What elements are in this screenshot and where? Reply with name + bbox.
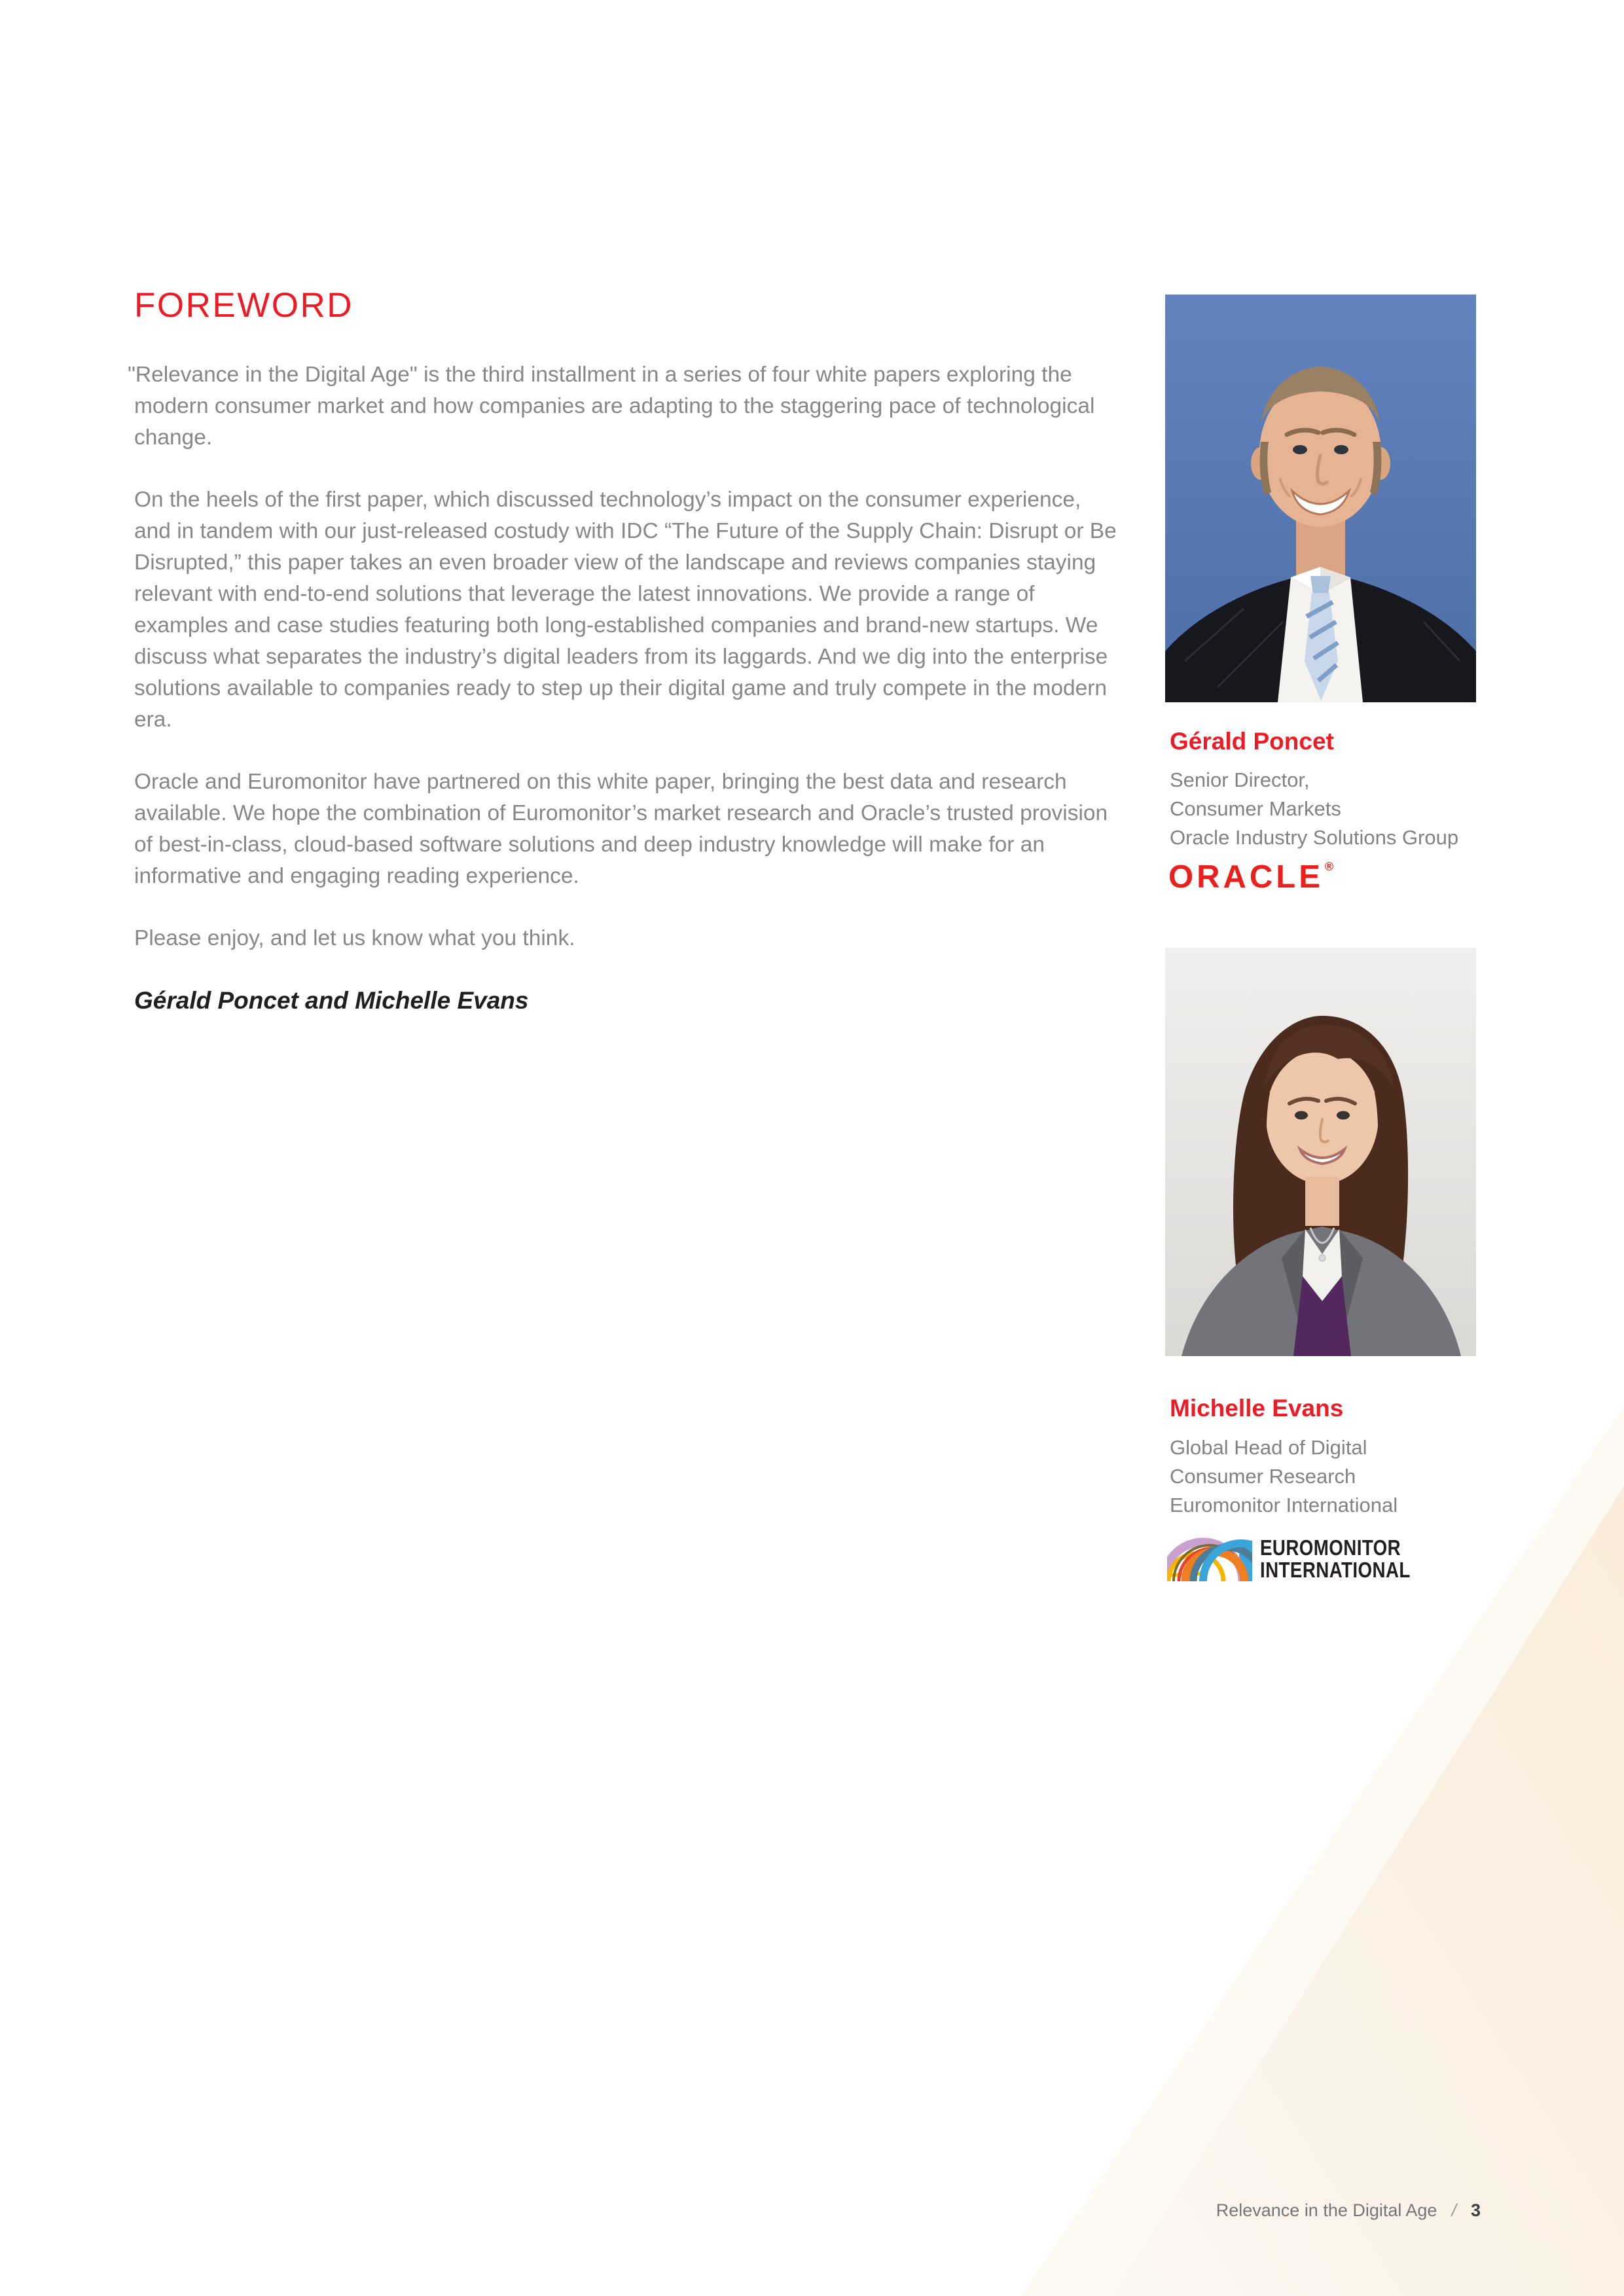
footer-page-number: 3 [1470,2200,1481,2220]
euromonitor-logo [1167,1537,1439,1581]
page-title: FOREWORD [134,286,354,325]
oracle-logo-text: ORACLE [1168,859,1324,895]
author-title-line: Consumer Markets [1170,797,1341,820]
foreword-paragraph-2: On the heels of the first paper, which discussed technology’s impact on the consumer experience, and in tandem with our just-released costudy with IDC “The Future of the Supply Chain: Disrupt or Be Disrupted,” this paper takes an even broader view of the landscape and reviews companies staying relevant with end-to-end solutions that leverage the latest innovations. We provide a range of examples and case studies featuring both long-established companies and brand-new startups. We discuss what separates the industry’s digital leaders from its laggards. And we dig into the enterprise solutions available to companies ready to step up their digital game and truly compete in the modern era. [134,488,1117,732]
author-title-line: Global Head of Digital [1170,1436,1367,1459]
author-title-line: Euromonitor International [1170,1494,1398,1516]
author-name-gerald: Gérald Poncet [1170,728,1334,755]
euromonitor-logo-line: INTERNATIONAL [1260,1558,1411,1582]
authors-signature: Gérald Poncet and Michelle Evans [134,987,529,1014]
oracle-logo [1168,859,1333,895]
michelle-evans-photo [1165,948,1476,1356]
euromonitor-logo-line: EUROMONITOR [1260,1535,1401,1560]
gerald-poncet-photo [1165,295,1476,702]
footer-separator: / [1451,2200,1456,2220]
author-name-michelle: Michelle Evans [1170,1395,1344,1422]
euromonitor-logo-text [1260,1537,1439,1581]
foreword-paragraph-1: "Relevance in the Digital Age" is the third installment in a series of four white papers exploring the modern consumer market and how companies are adapting to the staggering pace of technological change. [128,363,1095,450]
page-footer [1216,2200,1481,2221]
foreword-body [128,359,1119,1016]
author-title-michelle [1170,1433,1398,1520]
registered-trademark-icon: ® [1324,860,1334,873]
author-title-line: Senior Director, [1170,768,1310,791]
author-title-line: Oracle Industry Solutions Group [1170,826,1459,849]
author-title-gerald [1170,766,1458,852]
euromonitor-arcs-icon [1167,1537,1252,1581]
footer-doc-title: Relevance in the Digital Age [1216,2200,1437,2220]
foreword-paragraph-4: Please enjoy, and let us know what you think. [134,926,575,950]
author-title-line: Consumer Research [1170,1465,1356,1488]
foreword-paragraph-3: Oracle and Euromonitor have partnered on this white paper, bringing the best data and research available. We hope the combination of Euromonitor’s market research and Oracle’s trusted provision of best-in-class, cloud-based software solutions and deep industry knowledge will make for an informative and engaging reading experience. [134,770,1108,888]
